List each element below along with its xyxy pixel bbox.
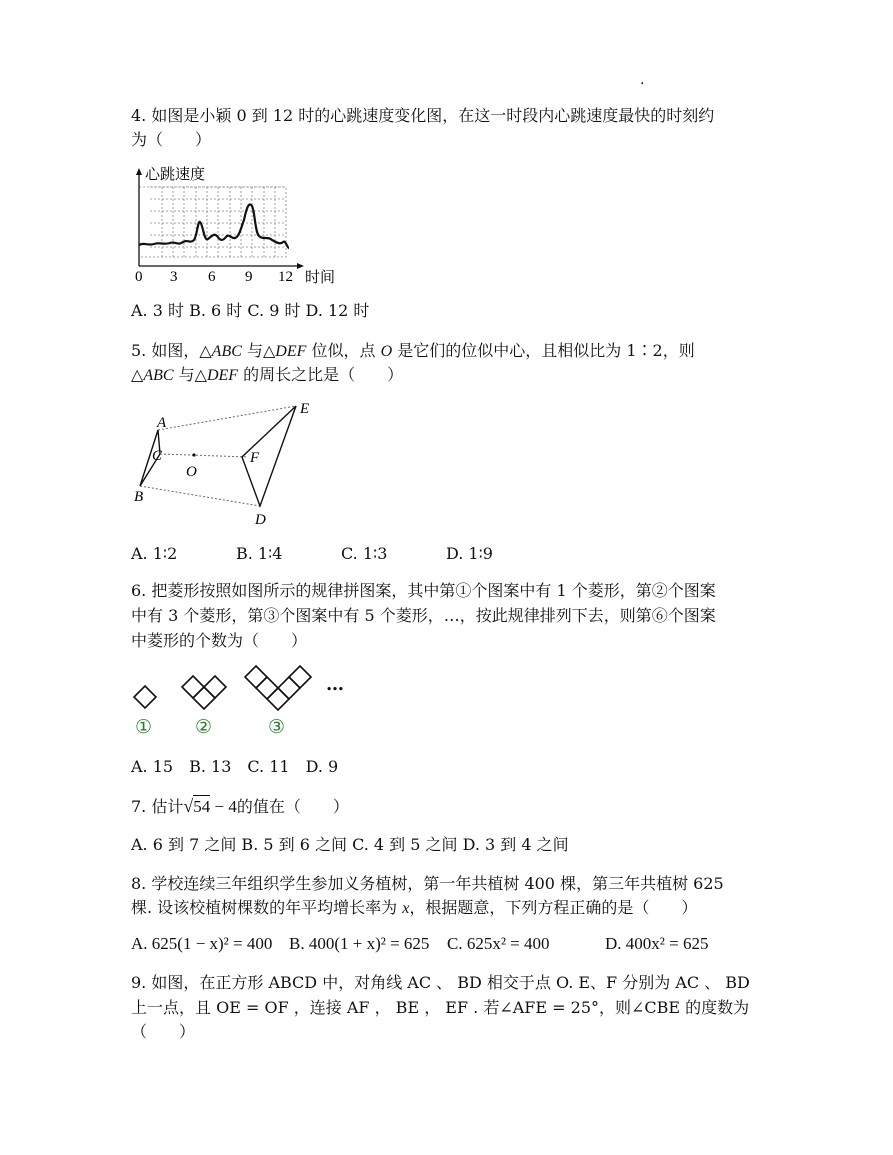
- q8-line2-pre: 棵. 设该校植树棵数的年平均增长率为: [131, 898, 403, 917]
- q5-option-d: D. 1∶9: [446, 544, 493, 563]
- q5-line1-mid2: 位似，点: [306, 341, 381, 360]
- q9-line1: 9. 如图，在正方形 ABCD 中，对角线 AC 、 BD 相交于点 O. E、F 分别为 AC 、 BD: [131, 973, 750, 992]
- q5-line1: [131, 340, 695, 363]
- q7-line: [131, 795, 349, 818]
- q5-o: O: [380, 343, 393, 360]
- label-d: D: [255, 512, 266, 528]
- q6-line3: 中菱形的个数为（ ）: [131, 631, 308, 650]
- sqrt-icon: √: [183, 796, 194, 816]
- label-e: E: [300, 401, 310, 417]
- chart-xlabel: 时间: [305, 270, 336, 286]
- q5-line1-pre: 5. 如图，△: [131, 341, 212, 360]
- q5-line2: [131, 364, 403, 387]
- q5-line1-post: 是它们的位似中心，且相似比为 1∶2，则: [392, 341, 695, 360]
- q6-label-3: ③: [268, 716, 286, 738]
- q4-options: A. 3 时 B. 6 时 C. 9 时 D. 12 时: [131, 301, 370, 320]
- q4-line2: 为（ ）: [131, 130, 212, 149]
- pattern-2: [182, 676, 226, 709]
- q6-line2: 中有 3 个菱形，第③个图案中有 5 个菱形，…，按此规律排列下去，则第⑥个图案: [131, 606, 716, 625]
- q4-line1: 4. 如图是小颖 0 到 12 时的心跳速度变化图，在这一时段内心跳速度最快的时刻约: [131, 106, 715, 125]
- label-a: A: [157, 415, 167, 431]
- q7-pre: 7. 估计: [131, 797, 184, 816]
- q6-ellipsis: …: [326, 674, 344, 695]
- label-f: F: [250, 450, 260, 466]
- tick-6: 6: [208, 269, 216, 285]
- q8-line1: 8. 学校连续三年组织学生参加义务植树，第一年共植树 400 棵，第三年共植树 625: [131, 874, 724, 893]
- q5-option-c: C. 1∶3: [341, 544, 388, 563]
- q6-label-1: ①: [135, 716, 153, 738]
- q5-abc-2: ABC: [143, 367, 174, 384]
- q8-line2: [131, 897, 697, 920]
- tick-3: 3: [170, 269, 178, 285]
- rhombus-patterns: [128, 664, 328, 714]
- q5-option-b: B. 1∶4: [236, 544, 283, 563]
- q7-minus: − 4: [210, 797, 237, 816]
- chart-frame: [139, 187, 286, 257]
- tick-0: 0: [135, 269, 143, 285]
- label-o: O: [186, 464, 197, 480]
- q8-option-d: D. 400x² = 625: [605, 934, 709, 953]
- q8-x: x: [402, 900, 410, 917]
- q8-option-a: A. 625(1 − x)² = 400: [131, 934, 273, 953]
- point-o: [192, 453, 195, 456]
- chart-grid: [150, 187, 286, 257]
- q8-option-c: C. 625x² = 400: [447, 934, 550, 953]
- q5-line2-post: 的周长之比是（ ）: [238, 365, 404, 384]
- heart-rate-chart: [128, 162, 343, 288]
- q7-post: 的值在（ ）: [236, 797, 349, 816]
- x-axis-arrow: [297, 263, 304, 269]
- tick-12: 12: [278, 269, 293, 285]
- q9-line2: 上一点，且 OE = OF ，连接 AF ， BE ， EF . 若∠AFE = 25°，则∠CBE 的度数为: [131, 998, 750, 1017]
- q8-line2-post: ，根据题意，下列方程正确的是（ ）: [409, 898, 698, 917]
- q5-abc: ABC: [211, 343, 242, 360]
- q9-line3: （ ）: [131, 1022, 196, 1041]
- q6-label-2: ②: [195, 716, 213, 738]
- q5-def: DEF: [275, 343, 307, 360]
- q5-def-2: DEF: [206, 367, 239, 384]
- q5-line2-mid: 与△: [173, 365, 207, 384]
- label-c: C: [152, 448, 163, 464]
- q5-line1-mid1: 与△: [241, 341, 276, 360]
- q5-line2-pre: △: [131, 365, 144, 384]
- header-dot: .: [640, 72, 645, 88]
- q7-radicand: 54: [193, 797, 211, 816]
- q7-options: A. 6 到 7 之间 B. 5 到 6 之间 C. 4 到 5 之间 D. 3 到 4 之间: [131, 835, 569, 854]
- label-b: B: [134, 489, 144, 505]
- tick-9: 9: [245, 269, 253, 285]
- q5-option-a: A. 1∶2: [131, 544, 178, 563]
- q6-options: A. 15 B. 13 C. 11 D. 9: [131, 757, 339, 776]
- q8-option-b: B. 400(1 + x)² = 625: [289, 934, 430, 953]
- q6-line1: 6. 把菱形按照如图所示的规律拼图案，其中第①个图案中有 1 个菱形，第②个图案: [131, 581, 716, 600]
- pattern-3: [245, 666, 311, 710]
- y-axis-arrow: [136, 168, 142, 175]
- homothety-figure: [128, 398, 328, 530]
- chart-ylabel: 心跳速度: [145, 167, 206, 183]
- pattern-1-rhombus: [134, 686, 156, 708]
